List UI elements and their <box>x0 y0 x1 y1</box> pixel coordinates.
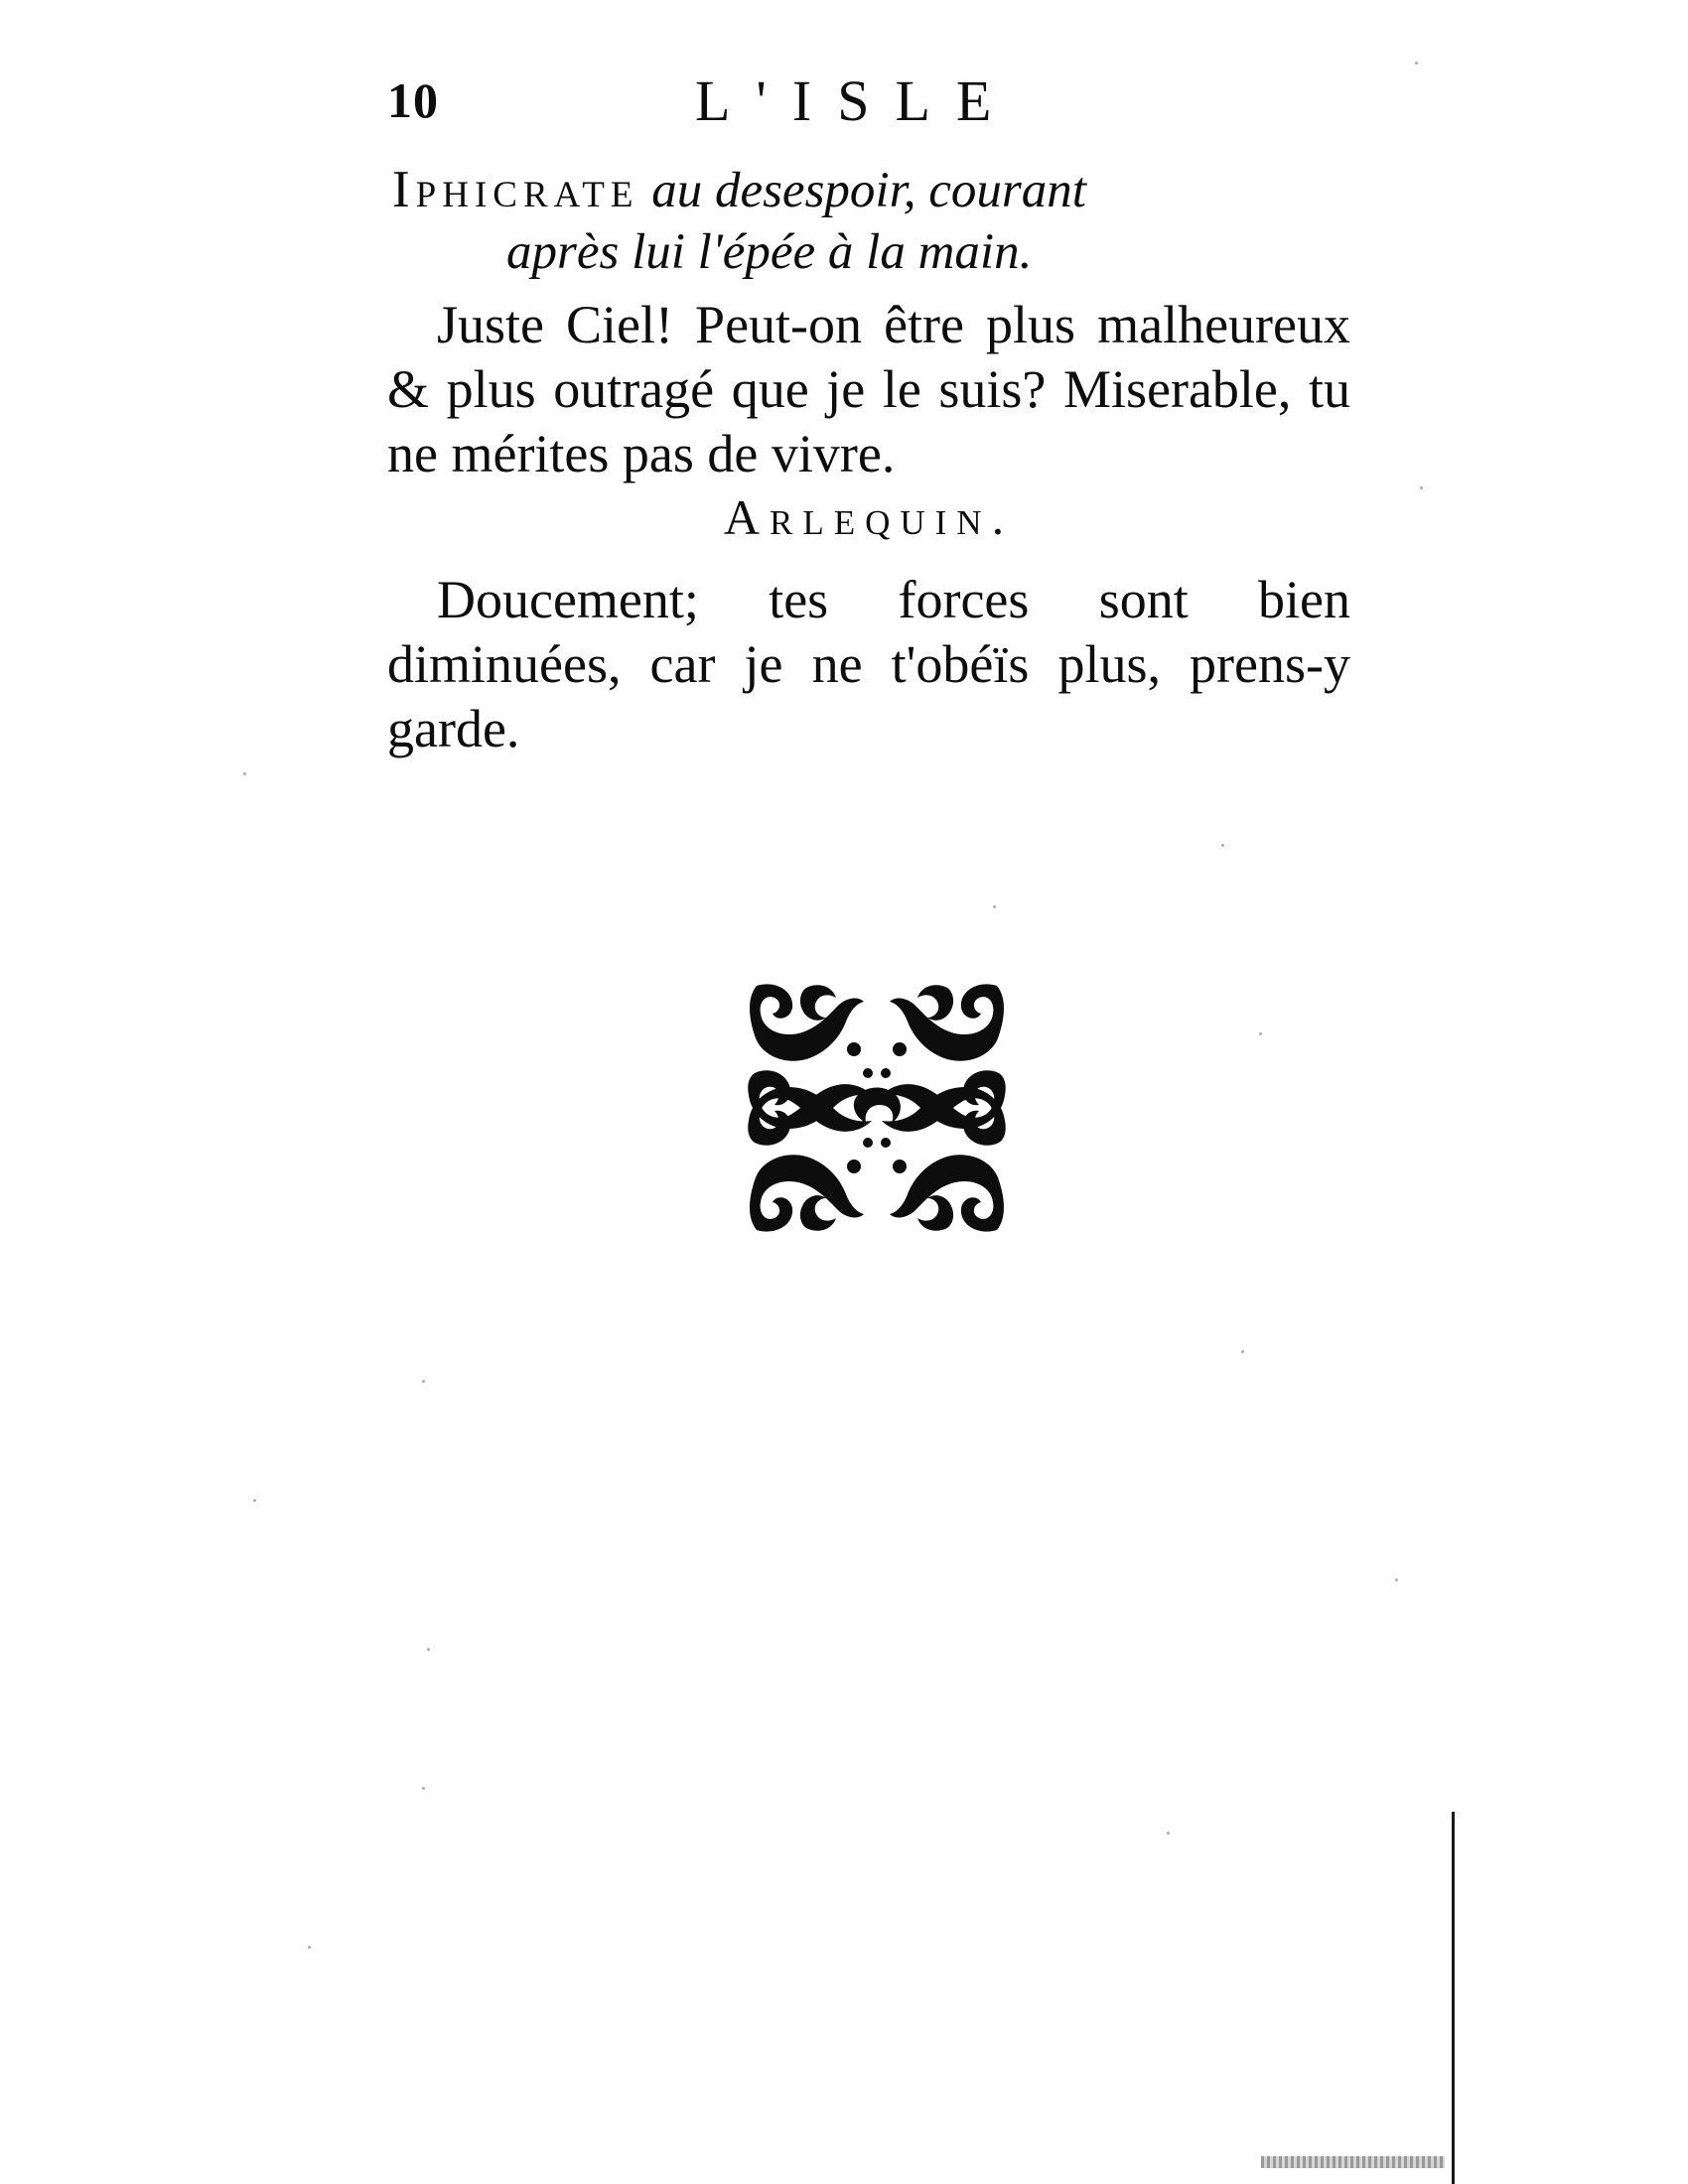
speech-iphicrate-text: Juste Ciel! Peut-on être plus malheureux & plus outragé que je le suis? Miserable, tu ne mérites pas de vivre. <box>387 295 1350 483</box>
stage-direction-text-1: au desespoir, courant <box>651 163 1086 218</box>
speech-arlequin-text: Doucement; tes forces sont bien diminuées, car je ne t'obéïs plus, prens-y garde. <box>387 570 1350 758</box>
gutter-edge <box>1452 1812 1455 2184</box>
fleuron-ornament-icon <box>747 978 1007 1238</box>
stage-direction <box>392 159 1316 283</box>
scan-smudge <box>1261 2156 1445 2168</box>
stage-direction-speaker: Iphicrate <box>392 161 639 218</box>
page-number: 10 <box>387 72 439 128</box>
speech-iphicrate <box>387 293 1350 486</box>
stage-direction-line-1 <box>392 159 1316 221</box>
running-head: L'ISLE <box>695 68 1018 133</box>
stage-direction-text-2: après lui l'épée à la main. <box>506 224 1033 280</box>
speaker-heading-arlequin: Arlequin. <box>723 489 1015 545</box>
speech-arlequin <box>387 568 1350 761</box>
